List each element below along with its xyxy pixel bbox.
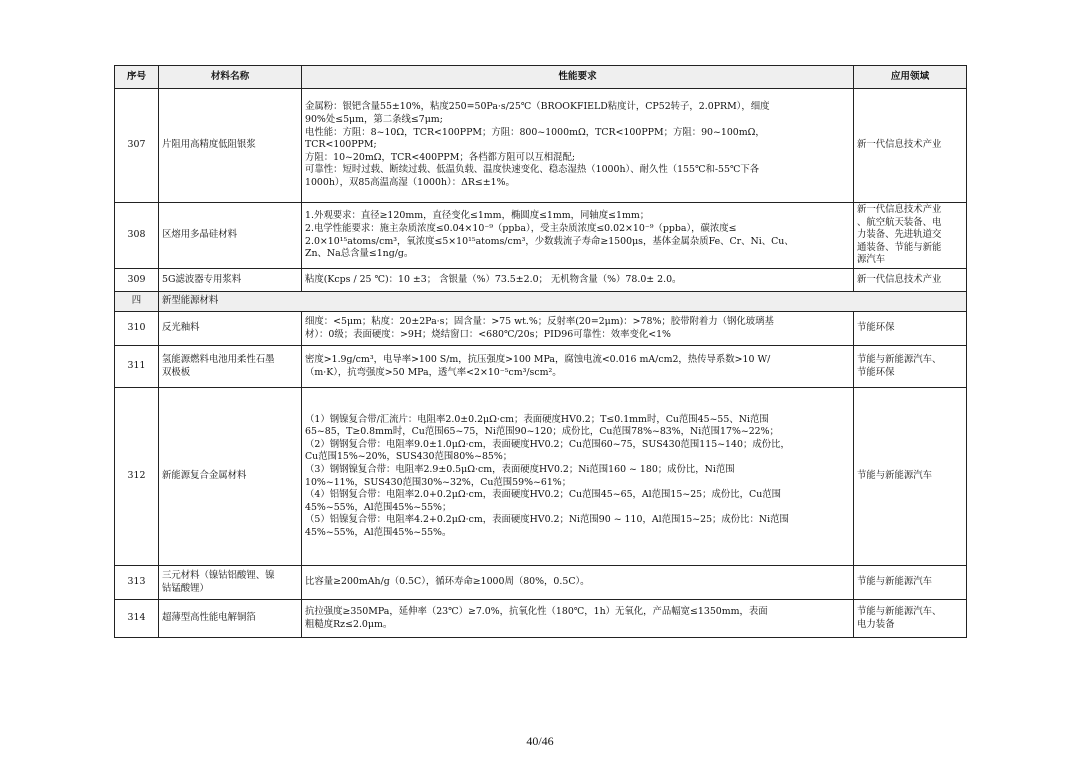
material-name-line: 超薄型高性能电解铜箔 (162, 612, 256, 624)
table-row (115, 89, 967, 203)
performance-requirement-line: （5）铝镍复合带：电阻率4.2+0.2μΩ·cm，表面硬度HV0.2；Ni范围90 ~ 110，Al范围15~25；成份比：Ni范围 (305, 514, 789, 526)
material-name (159, 600, 302, 638)
performance-requirement-line: （m·K），抗弯强度>50 MPa，透气率<2×10⁻⁵cm³/scm²。 (305, 366, 562, 378)
material-name-line: 区熔用多晶硅材料 (162, 229, 238, 241)
section-row (115, 292, 967, 312)
performance-requirement-line: 方阻：10~20mΩ，TCR<400PPM；各档都方阻可以互相混配; (305, 151, 575, 163)
row-number: 307 (115, 89, 159, 203)
application-field-line: 节能与新能源汽车 (857, 470, 933, 482)
material-name (159, 312, 302, 346)
material-name (159, 269, 302, 292)
row-number: 311 (115, 346, 159, 388)
table-header-row (115, 66, 967, 89)
material-name-line: 双极板 (162, 366, 191, 378)
application-field-line: 节能环保 (857, 322, 895, 334)
performance-requirement-line: （4）铝钢复合带：电阻率2.0+0.2μΩ·cm，表面硬度HV0.2；Cu范围45~65，Al范围15~25；成份比，Cu范围 (305, 489, 781, 501)
application-field (854, 269, 967, 292)
material-name-line: 氢能源燃料电池用柔性石墨 (162, 353, 275, 365)
performance-requirement-line: 粗糙度Rz≤2.0μm。 (305, 618, 393, 630)
application-field-line: 新一代信息技术产业 (857, 204, 942, 216)
material-name (159, 346, 302, 388)
performance-requirement-line: 2.电学性能要求：施主杂质浓度≤0.04×10⁻⁹（ppba），受主杂质浓度≤0.02×10⁻⁹（ppba），碳浓度≤ (305, 222, 737, 234)
material-name (159, 566, 302, 600)
header-material-name: 材料名称 (159, 66, 302, 89)
header-performance-requirement: 性能要求 (302, 66, 854, 89)
performance-requirement-line: 抗拉强度≥350MPa，延伸率（23℃）≥7.0%，抗氧化性（180℃，1h）无氧化，产品幅宽≤1350mm，表面 (305, 605, 768, 617)
performance-requirement (302, 346, 854, 388)
application-field (854, 89, 967, 203)
material-name (159, 388, 302, 566)
performance-requirement-line: 比容量≥200mAh/g（0.5C），循环寿命≥1000周（80%，0.5C）。 (305, 576, 590, 588)
application-field (854, 203, 967, 269)
performance-requirement-line: 90%处≤5μm，第二条线≤7μm; (305, 114, 443, 126)
performance-requirement-line: （3）钢钢镍复合带：电阻率2.9±0.5μΩ·cm，表面硬度HV0.2；Ni范围160 ~ 180；成份比，Ni范围 (305, 463, 735, 475)
performance-requirement-line: 1000h），双85高温高湿（1000h）：ΔR≤±1%。 (305, 176, 515, 188)
row-number: 312 (115, 388, 159, 566)
section-number: 四 (115, 292, 159, 312)
performance-requirement-line: 材）：0级；表面硬度：>9H；烧结窗口：<680℃/20s；PID96可靠性：效率变化<1% (305, 328, 671, 340)
performance-requirement (302, 269, 854, 292)
application-field-line: 节能环保 (857, 366, 895, 378)
performance-requirement-line: 45%~55%，Al范围45%~55%； (305, 501, 452, 513)
performance-requirement-line: 65~85，T≥0.8mm时，Cu范围65~75，Ni范围90~120；成份比，Cu范围78%~83%，Ni范围17%~22%； (305, 426, 779, 438)
material-name-line: 新能源复合金属材料 (162, 470, 247, 482)
performance-requirement-line: 45%~55%，Al范围45%~55%。 (305, 526, 452, 538)
application-field-line: 力装备、先进轨道交 (857, 229, 942, 241)
section-body (115, 292, 967, 312)
row-number: 314 (115, 600, 159, 638)
application-field-line: 新一代信息技术产业 (857, 273, 942, 285)
performance-requirement-line: 1.外观要求：直径≥120mm，直径变化≤1mm，椭圆度≤1mm，同轴度≤1mm； (305, 210, 650, 222)
table-row (115, 346, 967, 388)
header-no: 序号 (115, 66, 159, 89)
material-name-line: 钴锰酸锂） (162, 582, 209, 594)
performance-requirement-line: Cu范围15%~20%，SUS430范围80%~85%； (305, 451, 513, 463)
performance-requirement-line: 2.0×10¹⁵atoms/cm³，氧浓度≤5×10¹⁵atoms/cm³，少数载流子寿命≥1500μs，基体金属杂质Fe、Cr、Ni、Cu、 (305, 235, 794, 247)
performance-requirement (302, 566, 854, 600)
row-number: 309 (115, 269, 159, 292)
application-field-line: 节能与新能源汽车 (857, 576, 933, 588)
performance-requirement-line: 粘度(Kcps / 25 ℃)：10 ±3； 含银量（%）73.5±2.0； 无机物含量（%）78.0± 2.0。 (305, 273, 682, 285)
materials-table (114, 65, 967, 638)
application-field-line: 新一代信息技术产业 (857, 139, 942, 151)
performance-requirement (302, 312, 854, 346)
table-row (115, 600, 967, 638)
table-row (115, 269, 967, 292)
application-field-line: 源汽车 (857, 254, 886, 266)
application-field (854, 312, 967, 346)
material-name-line: 三元材料（镍钴铝酸锂、镍 (162, 569, 275, 581)
table-body-2 (115, 312, 967, 638)
performance-requirement-line: 10%~11%，SUS430范围30%~32%，Cu范围59%~61%； (305, 476, 572, 488)
table-body-1 (115, 89, 967, 292)
table-row (115, 312, 967, 346)
application-field (854, 346, 967, 388)
performance-requirement-line: （1）钢镍复合带/汇流片：电阻率2.0±0.2μΩ·cm；表面硬度HV0.2；T≤0.1mm时，Cu范围45~55、Ni范围 (305, 413, 769, 425)
material-name (159, 89, 302, 203)
material-name-line: 片阻用高精度低阻银浆 (162, 139, 256, 151)
application-field-line: 、航空航天装备、电 (857, 216, 942, 228)
application-field (854, 600, 967, 638)
material-name-line: 5G滤波器专用浆料 (162, 273, 242, 285)
performance-requirement-line: 电性能：方阻：8~10Ω，TCR<100PPM；方阻：800~1000mΩ，TCR<100PPM；方阻：90~100mΩ， (305, 126, 765, 138)
performance-requirement (302, 89, 854, 203)
table-row (115, 203, 967, 269)
material-name (159, 203, 302, 269)
row-number: 308 (115, 203, 159, 269)
performance-requirement-line: 细度：<5μm；粘度：20±2Pa·s；固含量：>75 wt.%；反射率(20=2μm)：>78%；胶带附着力（钢化玻璃基 (305, 315, 774, 327)
performance-requirement (302, 600, 854, 638)
material-name-line: 反光釉料 (162, 322, 200, 334)
performance-requirement-line: （2）钢钢复合带：电阻率9.0±1.0μΩ·cm，表面硬度HV0.2；Cu范围60~75，SUS430范围115~140；成份比， (305, 438, 790, 450)
application-field-line: 电力装备 (857, 618, 895, 630)
performance-requirement-line: TCR<100PPM; (305, 139, 377, 151)
application-field-line: 节能与新能源汽车、 (857, 605, 942, 617)
row-number: 310 (115, 312, 159, 346)
performance-requirement-line: 可靠性：短时过载、断续过载、低温负载、温度快速变化、稳态湿热（1000h）、耐久性（155℃和-55℃下各 (305, 164, 760, 176)
application-field (854, 566, 967, 600)
application-field-line: 通装备、节能与新能 (857, 241, 942, 253)
table-row (115, 388, 967, 566)
application-field-line: 节能与新能源汽车、 (857, 353, 942, 365)
performance-requirement-line: 密度>1.9g/cm³，电导率>100 S/m，抗压强度>100 MPa，腐蚀电流<0.016 mA/cm2，热传导系数>10 W/ (305, 353, 771, 365)
application-field (854, 388, 967, 566)
performance-requirement (302, 388, 854, 566)
row-number: 313 (115, 566, 159, 600)
performance-requirement-line: 金属粉：银钯含量55±10%，粘度250=50Pa·s/25℃（BROOKFIELD粘度计，CP52转子，2.0PRM），细度 (305, 101, 770, 113)
section-title: 新型能源材料 (159, 292, 967, 312)
table-row (115, 566, 967, 600)
performance-requirement-line: Zn、Na总含量≤1ng/g。 (305, 248, 414, 260)
performance-requirement (302, 203, 854, 269)
page-number: 40/46 (526, 734, 554, 748)
header-application-field: 应用领域 (854, 66, 967, 89)
